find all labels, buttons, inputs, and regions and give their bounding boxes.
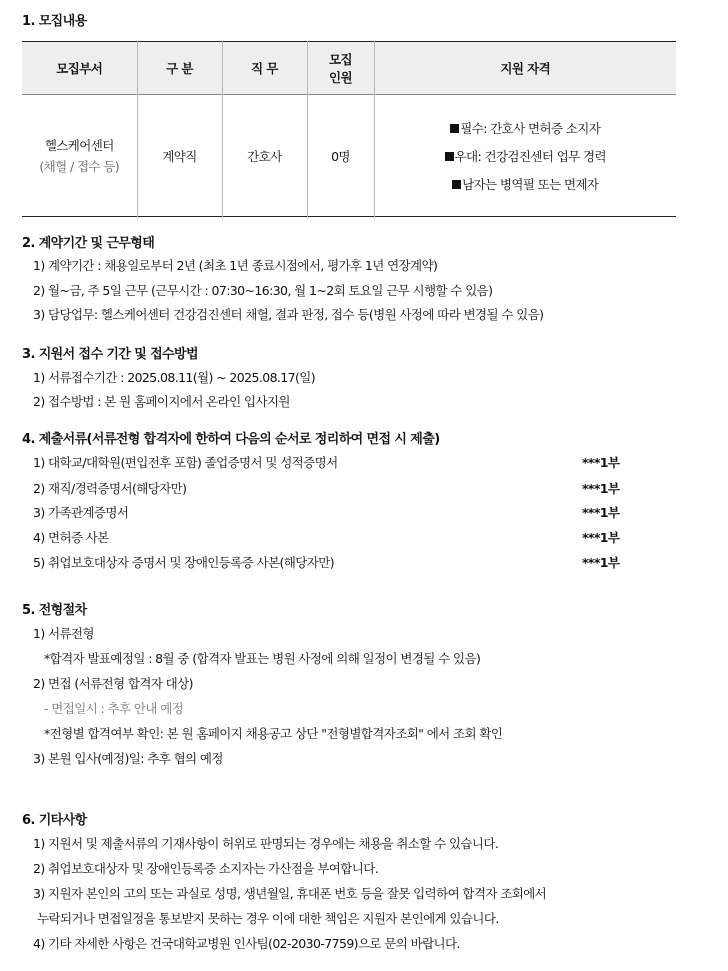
document-item: 2) 재직/경력증명서(해당자만) — [33, 481, 187, 496]
document-quantity: ***1부 — [582, 530, 620, 545]
contract-item: 2) 월~금, 주 5일 근무 (근무시간 : 07:30~16:30, 월 1~2회 토요일 근무 시행할 수 있음) — [33, 283, 493, 298]
square-bullet-icon — [450, 124, 459, 133]
table-header-row — [22, 42, 676, 95]
application-item: 1) 서류접수기간 : 2025.08.11(월) ~ 2025.08.17(일) — [33, 370, 316, 385]
process-note: *합격자 발표예정일 : 8월 중 (합격자 발표는 병원 사정에 의해 일정이 변경될 수 있음) — [44, 651, 481, 666]
header-type: 구 분 — [137, 42, 222, 95]
process-note: - 면접일시 : 추후 안내 예정 — [44, 701, 184, 716]
qualification-item: 필수: 간호사 면허증 소지자 — [375, 119, 677, 137]
application-item: 2) 접수방법 : 본 원 홈페이지에서 온라인 입사지원 — [33, 394, 290, 409]
document-item: 1) 대학교/대학원(편입전후 포함) 졸업증명서 및 성적증명서 — [33, 455, 338, 470]
section-documents-title: 4. 제출서류(서류전형 합격자에 한하여 다음의 순서로 정리하여 면접 시 제출) — [22, 432, 440, 447]
cell-type: 계약직 — [137, 95, 222, 217]
contract-item: 1) 계약기간 : 채용일로부터 2년 (최초 1년 종료시점에서, 평가후 1년 연장계약) — [33, 258, 438, 273]
section-application-title: 3. 지원서 접수 기간 및 접수방법 — [22, 347, 198, 362]
header-dept: 모집부서 — [56, 61, 103, 76]
etc-item: 3) 지원자 본인의 고의 또는 과실로 성명, 생년월일, 휴대폰 번호 등을 잘못 입력하여 합격자 조회에서 — [33, 886, 547, 901]
document-item: 3) 가족관계증명서 — [33, 505, 129, 520]
section-contract-title: 2. 계약기간 및 근무형태 — [22, 236, 155, 251]
header-count-line1: 모집 — [329, 52, 352, 67]
document-item: 5) 취업보호대상자 증명서 및 장애인등록증 사본(해당자만) — [33, 555, 334, 570]
header-job: 직 무 — [222, 42, 307, 95]
cell-count: 0명 — [307, 95, 374, 217]
table-row — [22, 95, 676, 217]
qualification-item: 남자는 병역필 또는 면제자 — [375, 175, 677, 193]
cell-job: 간호사 — [222, 95, 307, 217]
process-step: 2) 면접 (서류전형 합격자 대상) — [33, 676, 193, 691]
document-item: 4) 면허증 사본 — [33, 530, 109, 545]
process-step: 3) 본원 입사(예정)일: 추후 협의 예정 — [33, 751, 223, 766]
process-note: *전형별 합격여부 확인: 본 원 홈페이지 채용공고 상단 "전형별합격자조회" 에서 조회 확인 — [44, 726, 503, 741]
square-bullet-icon — [452, 180, 461, 189]
etc-item-continued: 누락되거나 면접일정을 통보받지 못하는 경우 이에 대한 책임은 지원자 본인에게 있습니다. — [37, 911, 499, 926]
contract-item: 3) 담당업무: 헬스케어센터 건강검진센터 채혈, 결과 판정, 접수 등(병원 사정에 따라 변경될 수 있음) — [33, 307, 544, 322]
document-quantity: ***1부 — [582, 481, 620, 496]
etc-item: 4) 기타 자세한 사항은 건국대학교병원 인사팀(02-2030-7759)으로 문의 바랍니다. — [33, 936, 460, 951]
recruitment-table — [22, 41, 676, 217]
header-qualification: 지원 자격 — [374, 42, 676, 95]
document-quantity: ***1부 — [582, 505, 620, 520]
section-process-title: 5. 전형절차 — [22, 603, 87, 618]
header-count-line2: 인원 — [329, 70, 352, 85]
square-bullet-icon — [445, 152, 454, 161]
cell-dept — [22, 95, 137, 217]
dept-name: 헬스케어센터 — [44, 138, 114, 153]
document-quantity: ***1부 — [582, 555, 620, 570]
section-recruitment-title: 1. 모집내용 — [22, 14, 87, 29]
etc-item: 1) 지원서 및 제출서류의 기재사항이 허위로 판명되는 경우에는 채용을 취소할 수 있습니다. — [33, 836, 499, 851]
section-etc-title: 6. 기타사항 — [22, 813, 87, 828]
etc-item: 2) 취업보호대상자 및 장애인등록증 소지자는 가산점을 부여합니다. — [33, 861, 379, 876]
qualification-item: 우대: 건강검진센터 업무 경력 — [375, 147, 677, 165]
document-quantity: ***1부 — [582, 455, 620, 470]
dept-subtext: (채혈 / 접수 등) — [39, 159, 120, 174]
cell-qualification — [374, 95, 676, 217]
process-step: 1) 서류전형 — [33, 626, 94, 641]
header-count — [307, 42, 374, 95]
